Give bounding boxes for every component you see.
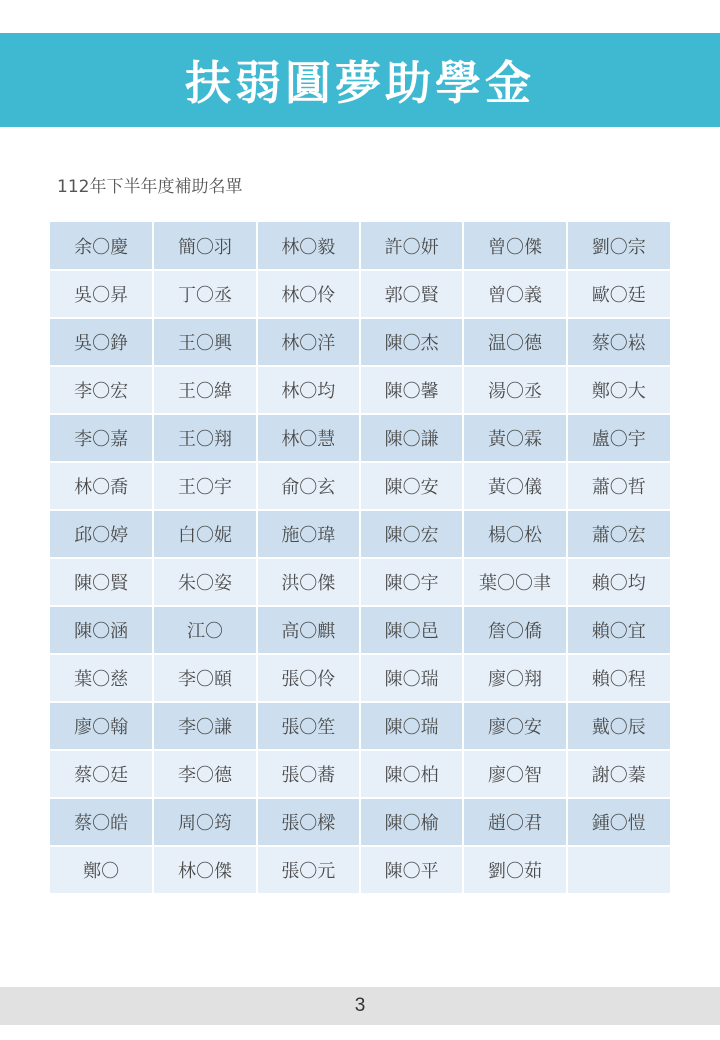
recipient-name-cell: 陳〇安: [360, 462, 463, 510]
recipient-name-cell: 賴〇程: [567, 654, 670, 702]
recipient-name-cell: 李〇頤: [153, 654, 256, 702]
recipient-name-cell: 葉〇〇聿: [463, 558, 566, 606]
recipient-name-cell: 趙〇君: [463, 798, 566, 846]
recipient-name-cell: 王〇緯: [153, 366, 256, 414]
recipient-name-cell: 廖〇翰: [50, 702, 153, 750]
recipient-name-cell: 簡〇羽: [153, 222, 256, 270]
recipient-name-cell: 林〇均: [257, 366, 360, 414]
recipient-name-cell: 曾〇傑: [463, 222, 566, 270]
recipient-name-cell: 劉〇宗: [567, 222, 670, 270]
recipient-name-cell: 廖〇安: [463, 702, 566, 750]
table-row: [50, 414, 670, 462]
title-banner: [0, 33, 720, 127]
recipient-name-cell: 高〇麒: [257, 606, 360, 654]
recipient-name-cell: 丁〇丞: [153, 270, 256, 318]
recipient-name-cell: 張〇伶: [257, 654, 360, 702]
recipient-name-cell: 王〇興: [153, 318, 256, 366]
table-row: [50, 606, 670, 654]
recipient-name-cell: 王〇翔: [153, 414, 256, 462]
recipient-name-cell: 李〇德: [153, 750, 256, 798]
list-subtitle: 112年下半年度補助名單: [57, 177, 243, 197]
recipient-name-cell: 陳〇平: [360, 846, 463, 894]
recipient-name-cell: 陳〇謙: [360, 414, 463, 462]
recipient-name-cell: 陳〇宏: [360, 510, 463, 558]
recipient-name-cell: 吳〇錚: [50, 318, 153, 366]
recipient-name-cell: 張〇元: [257, 846, 360, 894]
recipient-name-cell: 鄭〇: [50, 846, 153, 894]
recipient-name-cell: 謝〇蓁: [567, 750, 670, 798]
recipient-name-cell: 陳〇柏: [360, 750, 463, 798]
recipient-name-cell: 周〇筠: [153, 798, 256, 846]
recipient-name-cell: 廖〇智: [463, 750, 566, 798]
recipient-name-cell: 歐〇廷: [567, 270, 670, 318]
recipient-name-cell: 林〇傑: [153, 846, 256, 894]
recipient-name-cell: 林〇喬: [50, 462, 153, 510]
recipient-name-cell: 陳〇宇: [360, 558, 463, 606]
recipient-name-cell: 張〇樑: [257, 798, 360, 846]
recipient-name-cell: 劉〇茹: [463, 846, 566, 894]
table-row: [50, 750, 670, 798]
recipient-name-cell: 盧〇宇: [567, 414, 670, 462]
recipient-name-cell: 洪〇傑: [257, 558, 360, 606]
recipient-name-cell: 邱〇婷: [50, 510, 153, 558]
footer-bar: [0, 987, 720, 1025]
recipient-name-cell: 江〇: [153, 606, 256, 654]
page-title: 扶弱圓夢助學金: [185, 56, 535, 110]
recipient-name-cell: 戴〇辰: [567, 702, 670, 750]
table-row: [50, 654, 670, 702]
table-row: [50, 270, 670, 318]
recipient-name-cell: 蔡〇皓: [50, 798, 153, 846]
recipient-name-cell: 鄭〇大: [567, 366, 670, 414]
recipient-name-cell: 許〇妍: [360, 222, 463, 270]
recipient-name-cell: 黃〇儀: [463, 462, 566, 510]
recipient-name-cell: 林〇慧: [257, 414, 360, 462]
recipient-name-cell: 張〇蕎: [257, 750, 360, 798]
recipient-name-cell: 詹〇僑: [463, 606, 566, 654]
recipient-name-cell: 黃〇霖: [463, 414, 566, 462]
recipient-name-cell: [567, 846, 670, 894]
recipient-name-cell: 陳〇賢: [50, 558, 153, 606]
table-row: [50, 222, 670, 270]
recipient-name-cell: 賴〇宜: [567, 606, 670, 654]
table-row: [50, 318, 670, 366]
recipient-name-cell: 施〇瑋: [257, 510, 360, 558]
table-row: [50, 798, 670, 846]
recipient-name-cell: 陳〇涵: [50, 606, 153, 654]
recipient-name-cell: 李〇嘉: [50, 414, 153, 462]
table-row: [50, 462, 670, 510]
recipient-name-cell: 楊〇松: [463, 510, 566, 558]
recipient-name-cell: 朱〇姿: [153, 558, 256, 606]
table-row: [50, 846, 670, 894]
recipient-name-cell: 蔡〇廷: [50, 750, 153, 798]
recipient-name-cell: 陳〇杰: [360, 318, 463, 366]
recipient-name-cell: 陳〇邑: [360, 606, 463, 654]
recipient-name-cell: 林〇洋: [257, 318, 360, 366]
table-row: [50, 702, 670, 750]
recipient-name-cell: 賴〇均: [567, 558, 670, 606]
recipient-name-cell: 陳〇馨: [360, 366, 463, 414]
recipient-name-cell: 陳〇瑞: [360, 702, 463, 750]
recipient-name-cell: 温〇德: [463, 318, 566, 366]
recipient-name-cell: 陳〇瑞: [360, 654, 463, 702]
recipient-name-cell: 李〇謙: [153, 702, 256, 750]
recipient-name-cell: 白〇妮: [153, 510, 256, 558]
recipient-name-cell: 曾〇義: [463, 270, 566, 318]
recipient-name-cell: 張〇笙: [257, 702, 360, 750]
table-row: [50, 510, 670, 558]
recipient-name-cell: 李〇宏: [50, 366, 153, 414]
recipient-name-cell: 蕭〇哲: [567, 462, 670, 510]
page-number: 3: [354, 995, 366, 1016]
table-row: [50, 558, 670, 606]
recipient-name-cell: 郭〇賢: [360, 270, 463, 318]
recipient-name-cell: 吳〇昇: [50, 270, 153, 318]
recipient-name-cell: 鍾〇愷: [567, 798, 670, 846]
recipient-name-cell: 俞〇玄: [257, 462, 360, 510]
recipient-table: [50, 222, 670, 895]
recipient-table-wrapper: [50, 222, 670, 895]
recipient-name-cell: 葉〇慈: [50, 654, 153, 702]
recipient-name-cell: 湯〇丞: [463, 366, 566, 414]
recipient-name-cell: 廖〇翔: [463, 654, 566, 702]
recipient-name-cell: 余〇慶: [50, 222, 153, 270]
recipient-name-cell: 蕭〇宏: [567, 510, 670, 558]
recipient-name-cell: 林〇毅: [257, 222, 360, 270]
recipient-name-cell: 林〇伶: [257, 270, 360, 318]
recipient-name-cell: 王〇宇: [153, 462, 256, 510]
recipient-name-cell: 陳〇榆: [360, 798, 463, 846]
recipient-name-cell: 蔡〇崧: [567, 318, 670, 366]
table-row: [50, 366, 670, 414]
